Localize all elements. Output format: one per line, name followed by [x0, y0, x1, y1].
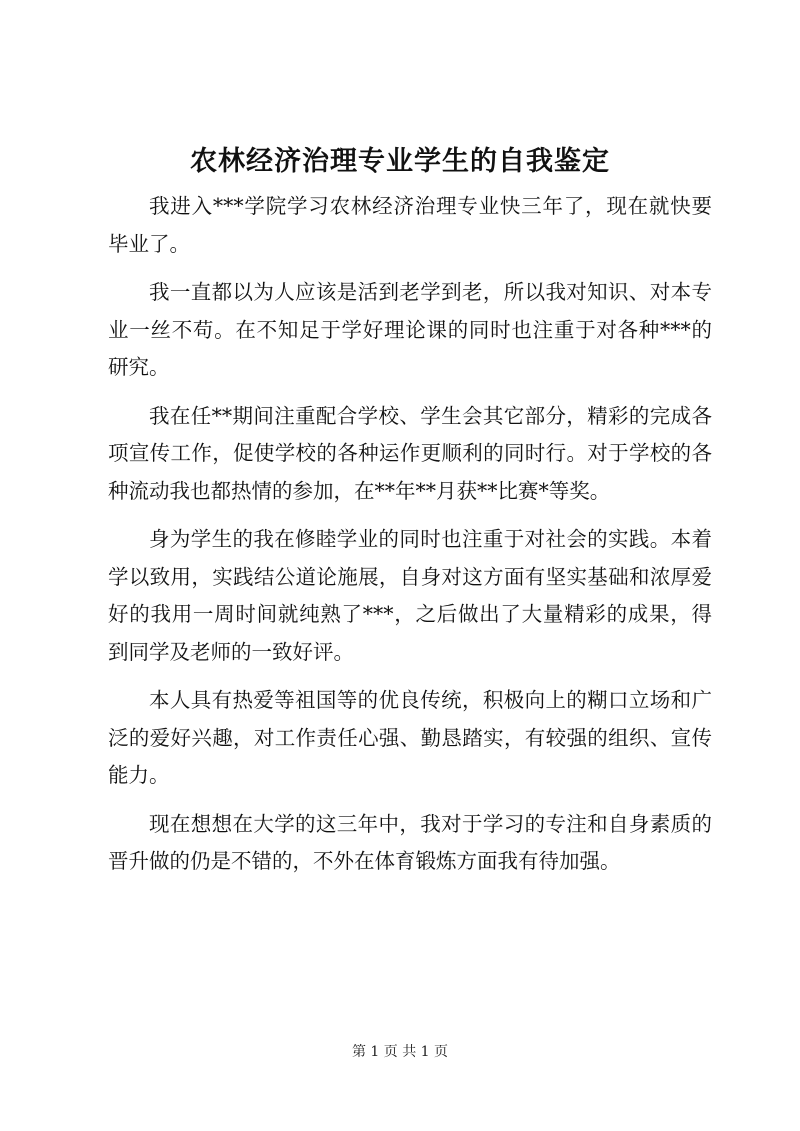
document-title: 农林经济治理专业学生的自我鉴定 — [190, 146, 610, 177]
paragraph-5: 本人具有热爱等祖国等的优良传统，积极向上的糊口立场和广泛的爱好兴趣，对工作责任心强、勤恳踏实，有较强的组织、宣传能力。 — [108, 688, 712, 787]
paragraph-4: 身为学生的我在修睦学业的同时也注重于对社会的实践。本着学以致用，实践结公道论施展，自身对这方面有坚实基础和浓厚爱好的我用一周时间就纯熟了***，之后做出了大量精彩的成果，得到同学及老师的一致好评。 — [108, 527, 712, 664]
paragraph-3: 我在任**期间注重配合学校、学生会其它部分，精彩的完成各项宣传工作，促使学校的各种运作更顺利的同时行。对于学校的各种流动我也都热情的参加，在**年**月获**比赛*等奖。 — [108, 403, 712, 503]
paragraph-6: 现在想想在大学的这三年中，我对于学习的专注和自身素质的晋升做的仍是不错的，不外在体育锻炼方面我有待加强。 — [108, 811, 712, 873]
document-body — [108, 188, 712, 892]
page-number-footer: 第 1 页 共 1 页 — [351, 1044, 449, 1060]
paragraph-2: 我一直都以为人应该是活到老学到老，所以我对知识、对本专业一丝不苟。在不知足于学好理论课的同时也注重于对各种***的研究。 — [108, 280, 712, 379]
paragraph-1: 我进入***学院学习农林经济治理专业快三年了，现在就快要毕业了。 — [108, 194, 712, 256]
